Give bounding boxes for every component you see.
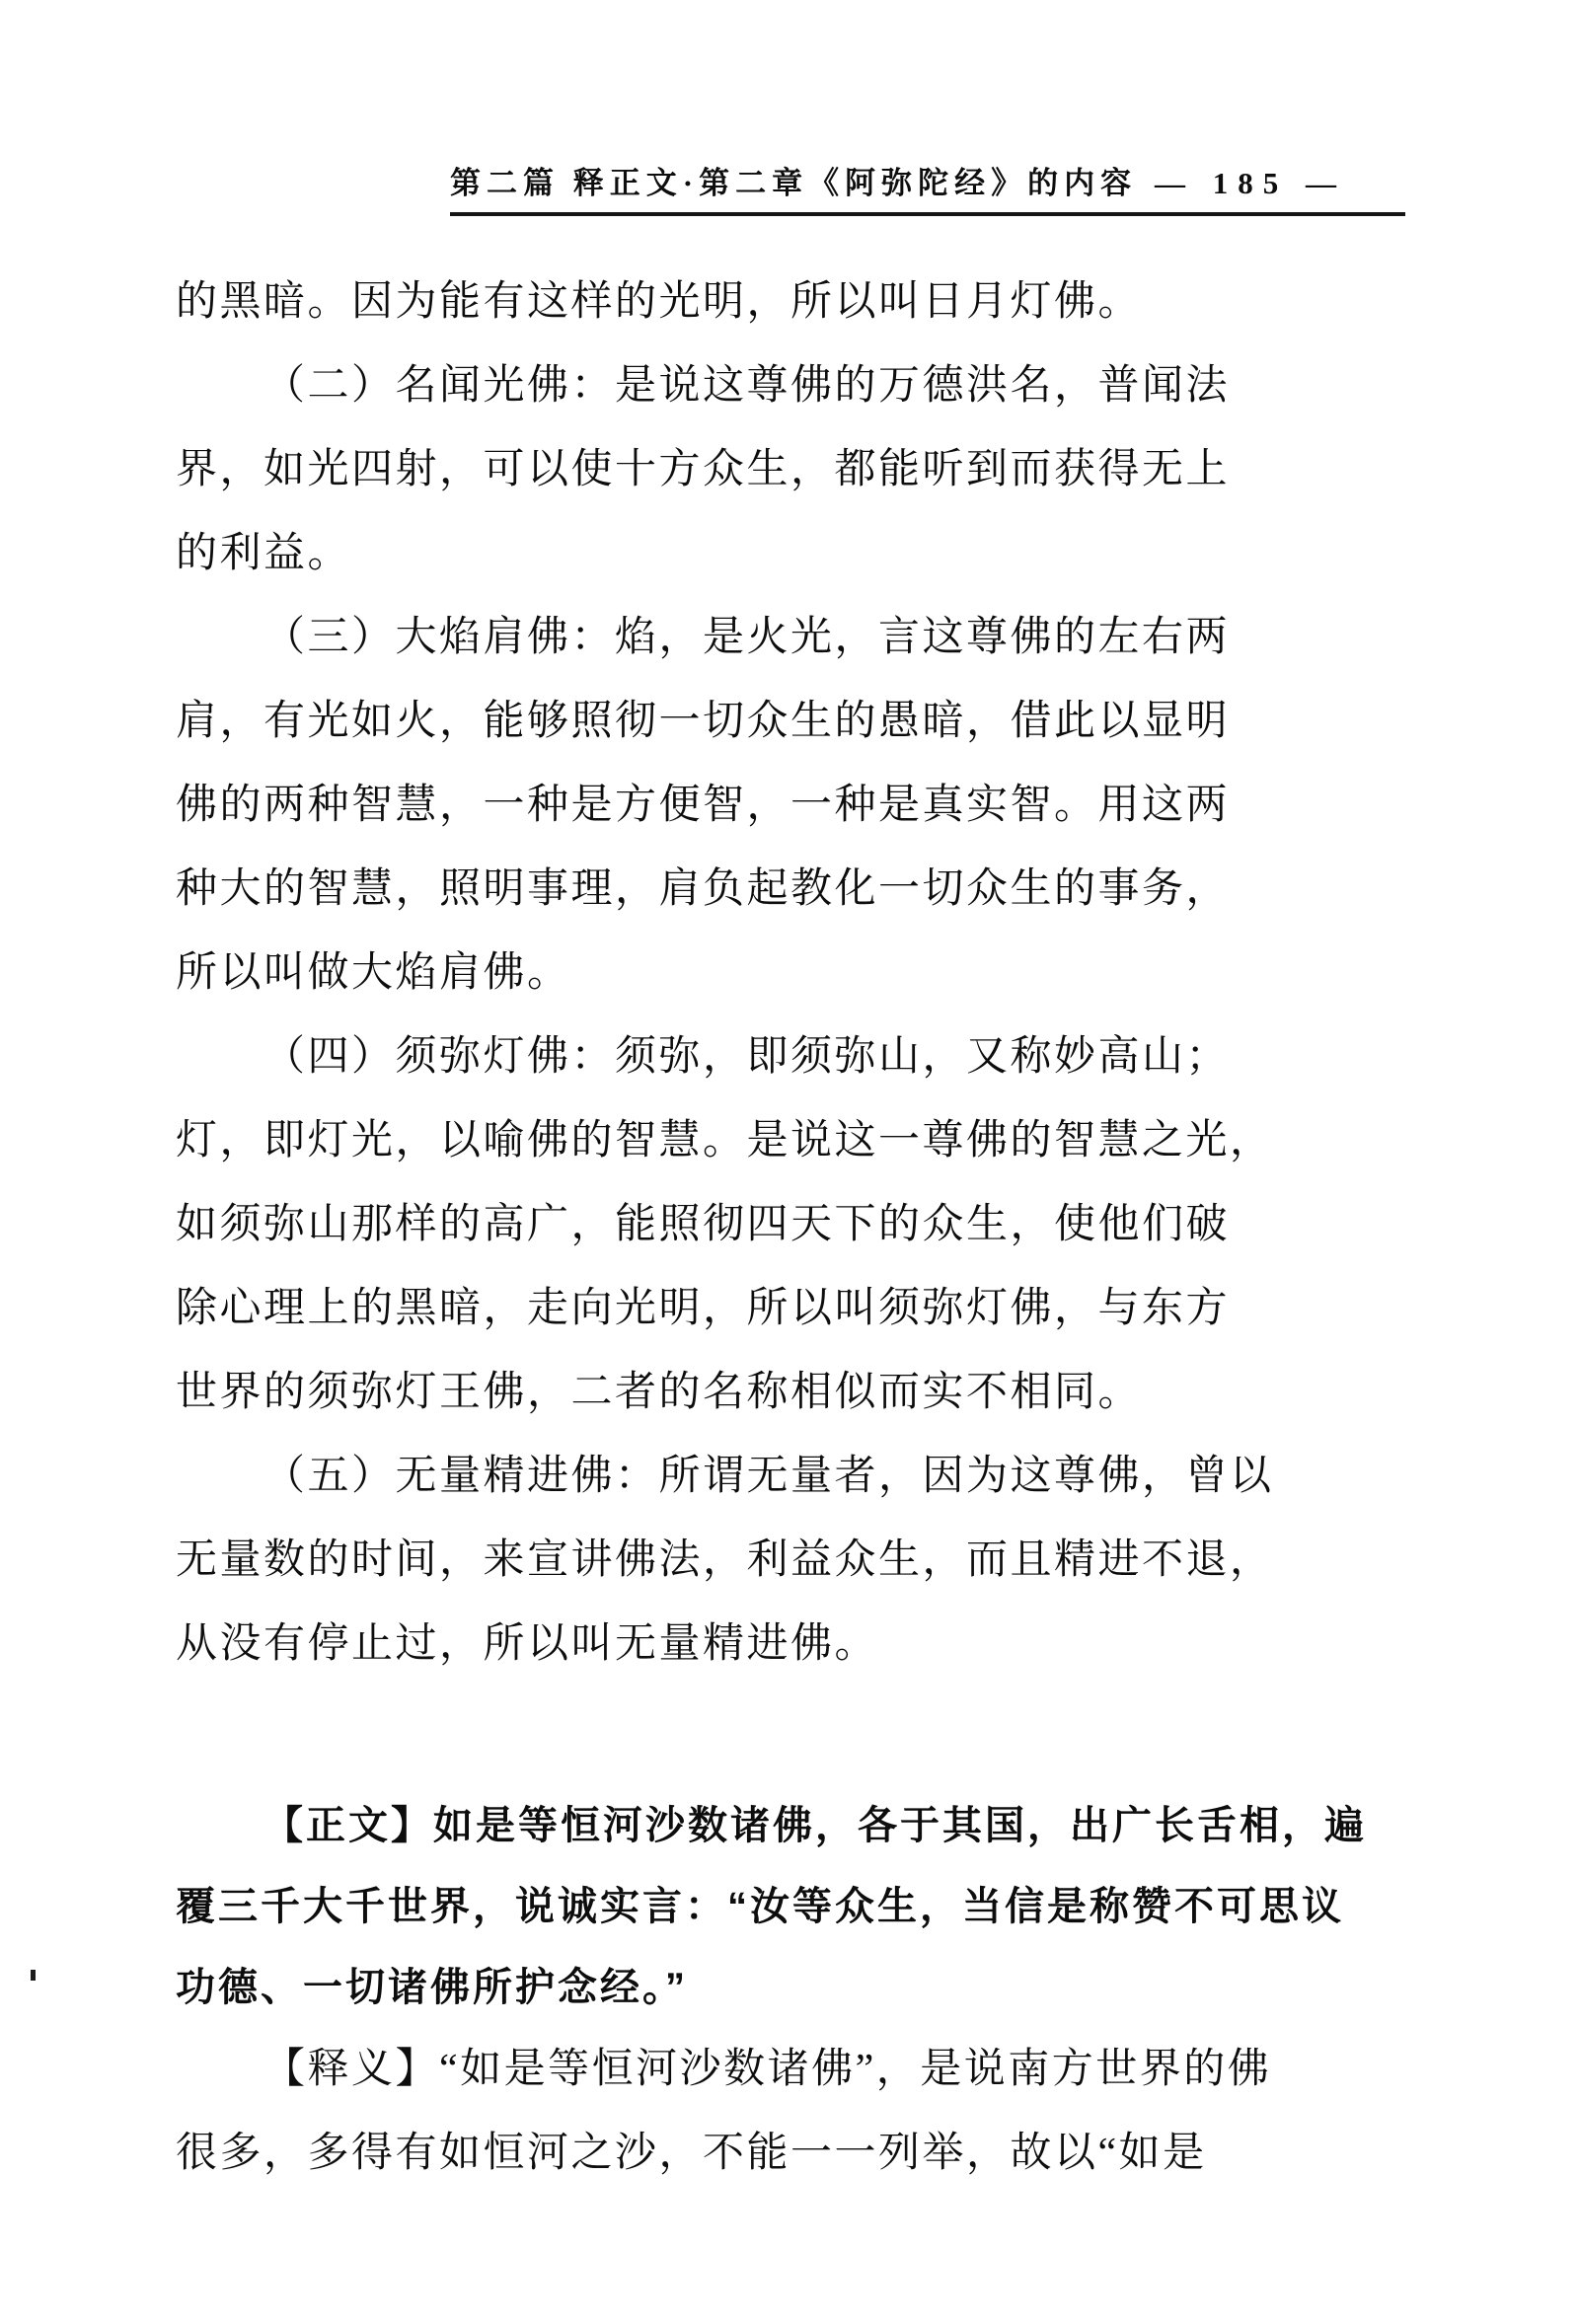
text-line: （三）大焰肩佛：焰，是火光，言这尊佛的左右两 bbox=[263, 615, 1231, 660]
text-line: 【正文】如是等恒河沙数诸佛，各于其国，出广长舌相，遍 bbox=[263, 1804, 1367, 1847]
scan-speck-artifact bbox=[31, 1970, 36, 1981]
body-text bbox=[176, 261, 1409, 2196]
text-line: 灯，即灯光，以喻佛的智慧。是说这一尊佛的智慧之光， bbox=[176, 1118, 1274, 1163]
text-line: （二）名闻光佛：是说这尊佛的万德洪名，普闻法 bbox=[263, 363, 1231, 409]
text-line: 的利益。 bbox=[176, 531, 352, 576]
text-line: 肩，有光如火，能够照彻一切众生的愚暗，借此以显明 bbox=[176, 699, 1231, 744]
text-line: 从没有停止过，所以叫无量精进佛。 bbox=[176, 1621, 879, 1667]
text-line: 佛的两种智慧，一种是方便智，一种是真实智。用这两 bbox=[176, 783, 1231, 828]
page-header bbox=[450, 158, 1405, 216]
text-line: 【释义】“如是等恒河沙数诸佛”，是说南方世界的佛 bbox=[263, 2047, 1272, 2092]
text-line: 界，如光四射，可以使十方众生，都能听到而获得无上 bbox=[176, 447, 1231, 492]
running-title: 第二篇 释正文·第二章《阿弥陀经》的内容 bbox=[450, 166, 1138, 200]
text-line: 无量数的时间，来宣讲佛法，利益众生，而且精进不退， bbox=[176, 1537, 1274, 1583]
text-line: 的黑暗。因为能有这样的光明，所以叫日月灯佛。 bbox=[176, 279, 1143, 325]
text-line: 功德、一切诸佛所护念经。” bbox=[176, 1966, 688, 2009]
text-line: （五）无量精进佛：所谓无量者，因为这尊佛，曾以 bbox=[263, 1454, 1274, 1499]
text-line: 很多，多得有如恒河之沙，不能一一列举，故以“如是 bbox=[176, 2131, 1207, 2176]
text-line: 世界的须弥灯王佛，二者的名称相似而实不相同。 bbox=[176, 1370, 1143, 1415]
text-line: 除心理上的黑暗，走向光明，所以叫须弥灯佛，与东方 bbox=[176, 1286, 1231, 1331]
text-line: 覆三千大千世界，说诚实言：“汝等众生，当信是称赞不可思议 bbox=[176, 1885, 1344, 1928]
text-line: 种大的智慧，照明事理，肩负起教化一切众生的事务， bbox=[176, 866, 1231, 912]
text-line: 如须弥山那样的高广，能照彻四天下的众生，使他们破 bbox=[176, 1202, 1231, 1247]
text-line: （四）须弥灯佛：须弥，即须弥山，又称妙高山； bbox=[263, 1034, 1231, 1080]
page-number: — 185 — bbox=[1155, 166, 1346, 200]
text-line: 所以叫做大焰肩佛。 bbox=[176, 950, 571, 996]
